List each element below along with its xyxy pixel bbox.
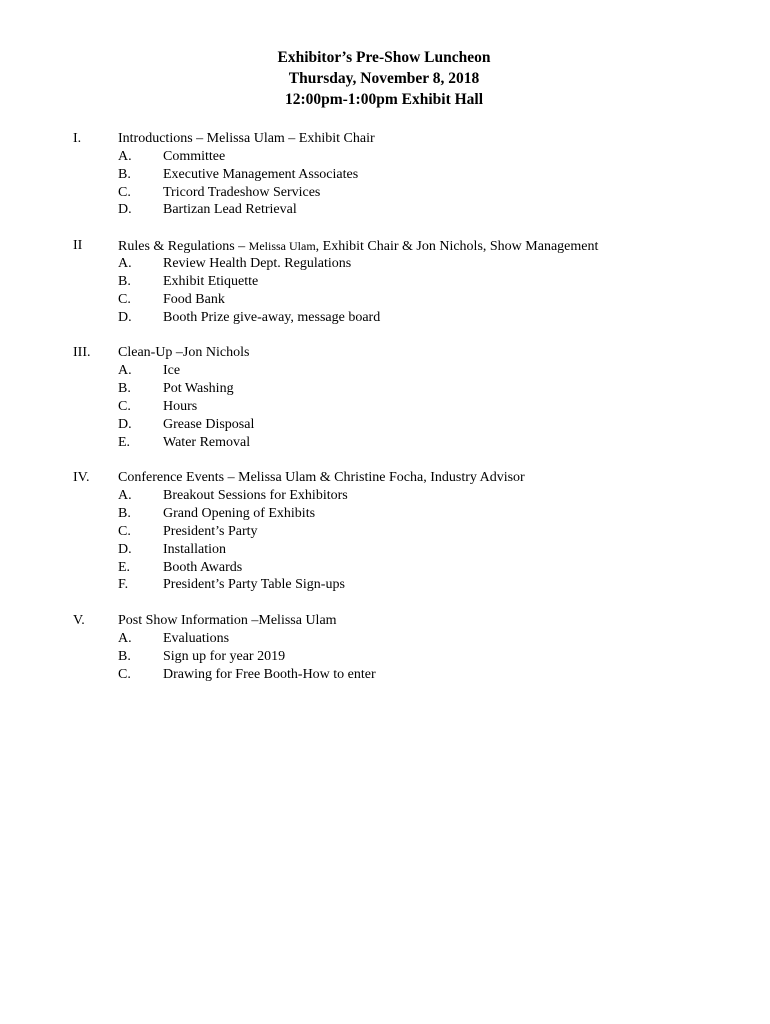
item-text: Hours	[163, 398, 198, 414]
item-letter: E.	[118, 559, 131, 575]
list-item	[0, 576, 770, 594]
agenda-header	[0, 47, 770, 110]
item-text: Review Health Dept. Regulations	[163, 256, 352, 272]
item-text: Evaluations	[163, 631, 230, 647]
item-letter: C.	[118, 523, 131, 539]
item-text: Grand Opening of Exhibits	[163, 506, 316, 522]
section-numeral: I.	[73, 131, 82, 146]
item-text: Committee	[163, 149, 226, 164]
agenda-section-conference-events	[0, 469, 770, 594]
item-text: Grease Disposal	[163, 416, 255, 432]
agenda-section-cleanup	[0, 344, 770, 451]
section-title-part: , Exhibit Chair & Jon Nichols, Show Management	[315, 239, 599, 255]
list-item	[0, 291, 770, 309]
item-letter: B.	[118, 648, 131, 664]
section-numeral: II	[73, 238, 83, 254]
section-title: Introductions – Melissa Ulam – Exhibit Chair	[118, 131, 375, 146]
item-letter: B.	[118, 381, 131, 397]
section-title: Conference Events – Melissa Ulam & Christine Focha, Industry Advisor	[118, 470, 525, 486]
item-text: Ice	[163, 363, 181, 379]
section-heading	[0, 237, 770, 255]
section-heading	[0, 612, 770, 630]
item-letter: A.	[118, 149, 132, 164]
agenda-sections	[0, 130, 770, 702]
section-title: Post Show Information –Melissa Ulam	[118, 613, 337, 629]
item-letter: F.	[118, 577, 129, 593]
item-letter: C.	[118, 291, 131, 307]
list-item	[0, 201, 770, 219]
item-text: President’s Party	[163, 523, 258, 539]
item-text: President’s Party Table Sign-ups	[163, 577, 345, 593]
item-letter: D.	[118, 202, 132, 218]
list-item	[0, 487, 770, 505]
item-letter: B.	[118, 166, 131, 182]
section-title-presenter: Melissa Ulam	[248, 239, 316, 254]
item-letter: A.	[118, 488, 132, 504]
agenda-section-post-show	[0, 612, 770, 683]
event-time-location: 12:00pm-1:00pm Exhibit Hall	[284, 91, 484, 108]
agenda-section-rules	[0, 237, 770, 326]
list-item	[0, 416, 770, 434]
section-numeral: IV.	[73, 470, 90, 486]
item-letter: C.	[118, 398, 131, 414]
section-numeral: V.	[73, 613, 85, 629]
section-title: Clean-Up –Jon Nichols	[118, 345, 250, 361]
item-text: Booth Prize give-away, message board	[163, 309, 381, 325]
section-heading	[0, 130, 770, 148]
list-item	[0, 630, 770, 648]
item-letter: C.	[118, 184, 131, 200]
item-text: Exhibit Etiquette	[163, 273, 259, 289]
item-text: Breakout Sessions for Exhibitors	[163, 488, 348, 504]
agenda-section-introductions	[0, 130, 770, 219]
list-item	[0, 184, 770, 202]
item-letter: A.	[118, 363, 132, 379]
list-item	[0, 559, 770, 577]
item-letter: D.	[118, 541, 132, 557]
item-text: Installation	[163, 541, 226, 557]
list-item	[0, 666, 770, 684]
section-title	[118, 237, 598, 256]
item-letter: D.	[118, 309, 132, 325]
item-text: Bartizan Lead Retrieval	[163, 202, 297, 218]
list-item	[0, 648, 770, 666]
item-letter: C.	[118, 666, 131, 682]
item-text: Executive Management Associates	[163, 166, 359, 182]
item-text: Pot Washing	[163, 381, 234, 397]
item-letter: A.	[118, 631, 132, 647]
item-text: Sign up for year 2019	[163, 648, 286, 664]
list-item	[0, 523, 770, 541]
list-item	[0, 380, 770, 398]
item-text: Food Bank	[163, 291, 225, 307]
section-heading	[0, 344, 770, 362]
list-item	[0, 362, 770, 380]
section-title-part: Rules & Regulations –	[118, 239, 249, 255]
item-letter: A.	[118, 256, 132, 272]
list-item	[0, 434, 770, 452]
list-item	[0, 309, 770, 327]
item-text: Tricord Tradeshow Services	[163, 184, 321, 200]
section-heading	[0, 469, 770, 487]
item-letter: D.	[118, 416, 132, 432]
list-item	[0, 148, 770, 166]
item-letter: E.	[118, 434, 131, 450]
list-item	[0, 541, 770, 559]
item-text: Booth Awards	[163, 559, 243, 575]
section-numeral: III.	[73, 345, 91, 361]
item-text: Water Removal	[163, 434, 251, 450]
list-item	[0, 166, 770, 184]
list-item	[0, 505, 770, 523]
item-text: Drawing for Free Booth-How to enter	[163, 666, 376, 682]
event-title: Exhibitor’s Pre-Show Luncheon	[277, 49, 491, 66]
list-item	[0, 398, 770, 416]
event-date: Thursday, November 8, 2018	[288, 70, 480, 87]
list-item	[0, 255, 770, 273]
list-item	[0, 273, 770, 291]
item-letter: B.	[118, 506, 131, 522]
item-letter: B.	[118, 273, 131, 289]
